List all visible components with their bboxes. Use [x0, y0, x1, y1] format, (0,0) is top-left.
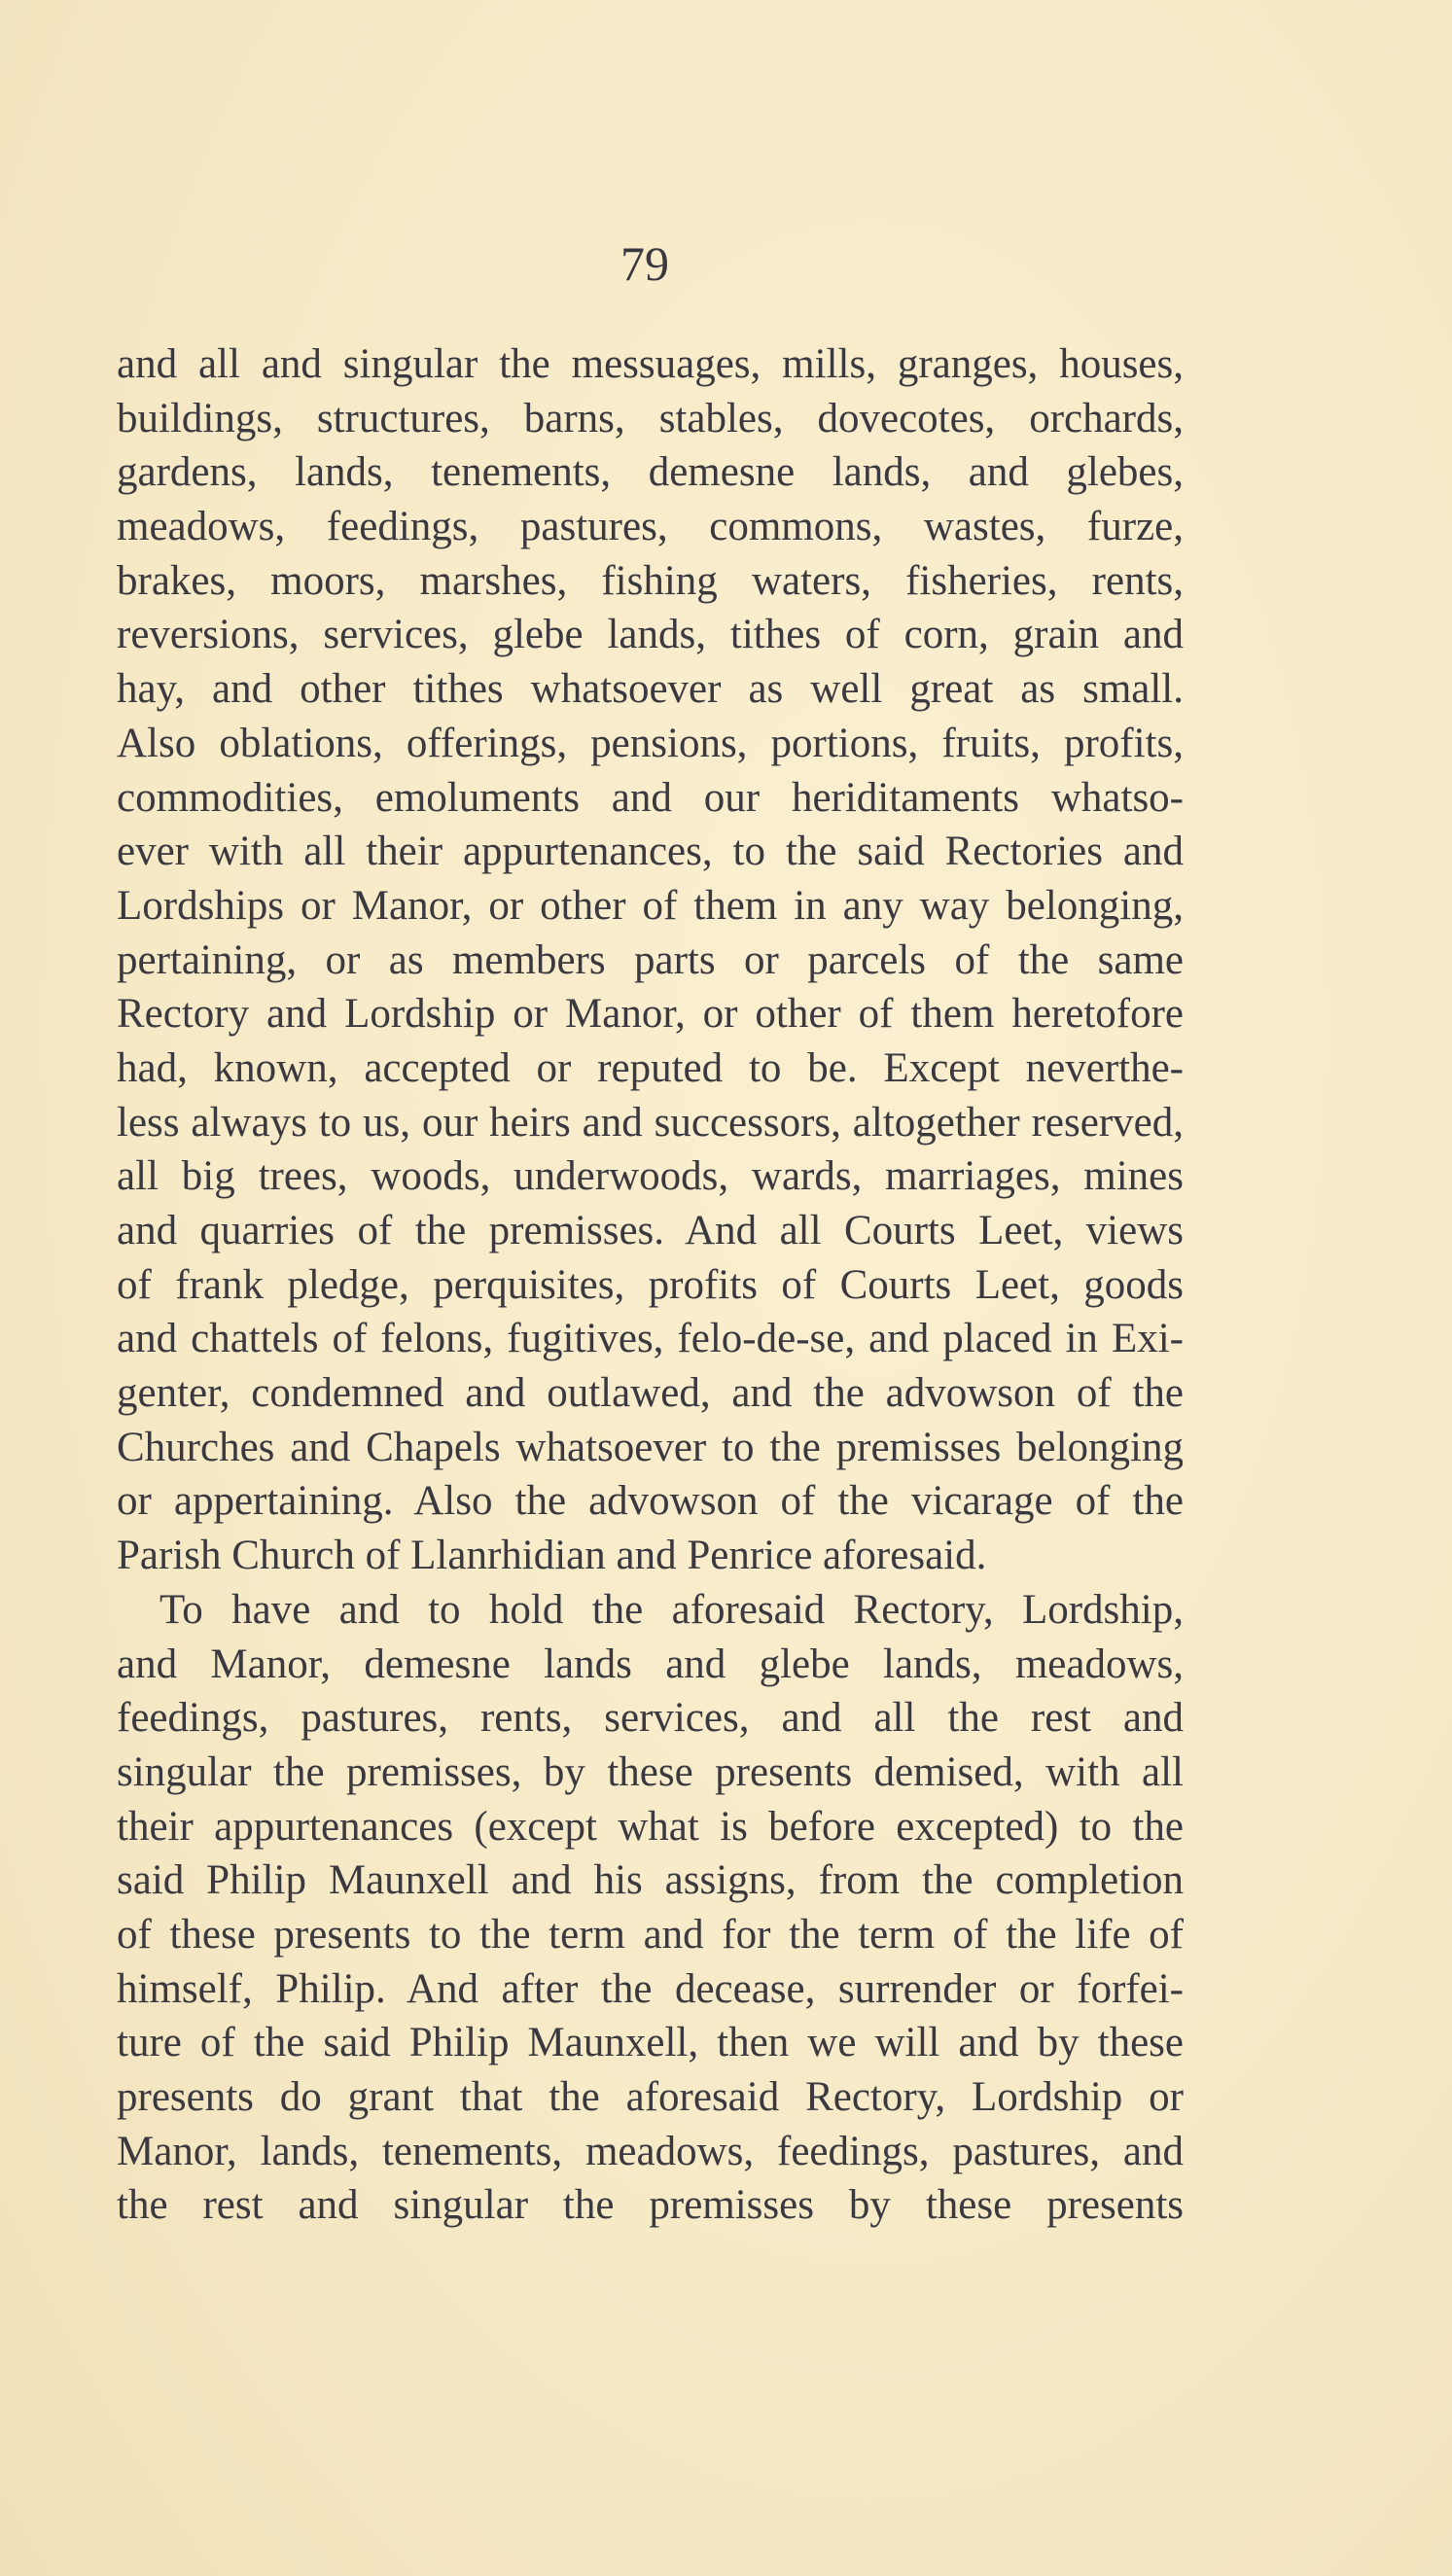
text-line: reversions, services, glebe lands, tithes of corn, grain and: [117, 612, 1184, 658]
text-line: genter, condemned and outlawed, and the advowson of the: [117, 1370, 1184, 1417]
text-line: brakes, moors, marshes, fishing waters, fisheries, rents,: [117, 557, 1184, 604]
text-line: himself, Philip. And after the decease, surrender or forfei-: [117, 1965, 1184, 2012]
text-line: ever with all their appurtenances, to the said Rectories and: [117, 829, 1184, 875]
text-line: said Philip Maunxell and his assigns, from the completion: [117, 1857, 1184, 1904]
text-line: Parish Church of Llanrhidian and Penrice aforesaid.: [117, 1533, 987, 1579]
text-line: gardens, lands, tenements, demesne lands, and glebes,: [117, 449, 1184, 496]
text-line: Churches and Chapels whatsoever to the premisses belonging: [117, 1424, 1184, 1470]
text-line: Rectory and Lordship or Manor, or other of them heretofore: [117, 991, 1184, 1038]
text-line: Manor, lands, tenements, meadows, feedings, pastures, and: [117, 2128, 1184, 2174]
page-number: 79: [620, 236, 669, 291]
text-line: and chattels of felons, fugitives, felo-de-se, and placed in Exi-: [117, 1316, 1184, 1362]
text-line: of these presents to the term and for the term of the life of: [117, 1911, 1184, 1958]
text-line: all big trees, woods, underwoods, wards, marriages, mines: [117, 1153, 1184, 1200]
text-line: Lordships or Manor, or other of them in any way belonging,: [117, 882, 1184, 929]
text-line: singular the premisses, by these presents demised, with all: [117, 1748, 1184, 1795]
text-line: presents do grant that the aforesaid Rectory, Lordship or: [117, 2074, 1184, 2120]
text-line: hay, and other tithes whatsoever as well great as small.: [117, 666, 1184, 713]
body-text: [117, 337, 1184, 2233]
text-line: and quarries of the premisses. And all Courts Leet, views: [117, 1208, 1184, 1253]
text-line: pertaining, or as members parts or parcels of the same: [117, 936, 1184, 983]
text-line: commodities, emoluments and our heriditaments whatso-: [117, 774, 1184, 821]
text-line: of frank pledge, perquisites, profits of Courts Leet, goods: [117, 1261, 1184, 1308]
text-line: less always to us, our heirs and successors, altogether reserved,: [117, 1099, 1184, 1146]
text-line: To have and to hold the aforesaid Rectory, Lordship,: [159, 1586, 1184, 1633]
text-line: feedings, pastures, rents, services, and all the rest and: [117, 1695, 1184, 1742]
text-line: meadows, feedings, pastures, commons, wastes, furze,: [117, 504, 1184, 550]
text-line: had, known, accepted or reputed to be. Except neverthe-: [117, 1044, 1184, 1091]
text-line: the rest and singular the premisses by these presents: [117, 2182, 1184, 2229]
text-line: and Manor, demesne lands and glebe lands, meadows,: [117, 1641, 1184, 1687]
text-line: ture of the said Philip Maunxell, then we will and by these: [117, 2020, 1184, 2066]
text-line: and all and singular the messuages, mills, granges, houses,: [117, 341, 1184, 387]
text-line: their appurtenances (except what is before excepted) to the: [117, 1803, 1184, 1850]
text-line: or appertaining. Also the advowson of the vicarage of the: [117, 1478, 1184, 1525]
text-line: Also oblations, offerings, pensions, portions, fruits, profits,: [117, 720, 1184, 766]
text-line: buildings, structures, barns, stables, dovecotes, orchards,: [117, 395, 1184, 441]
